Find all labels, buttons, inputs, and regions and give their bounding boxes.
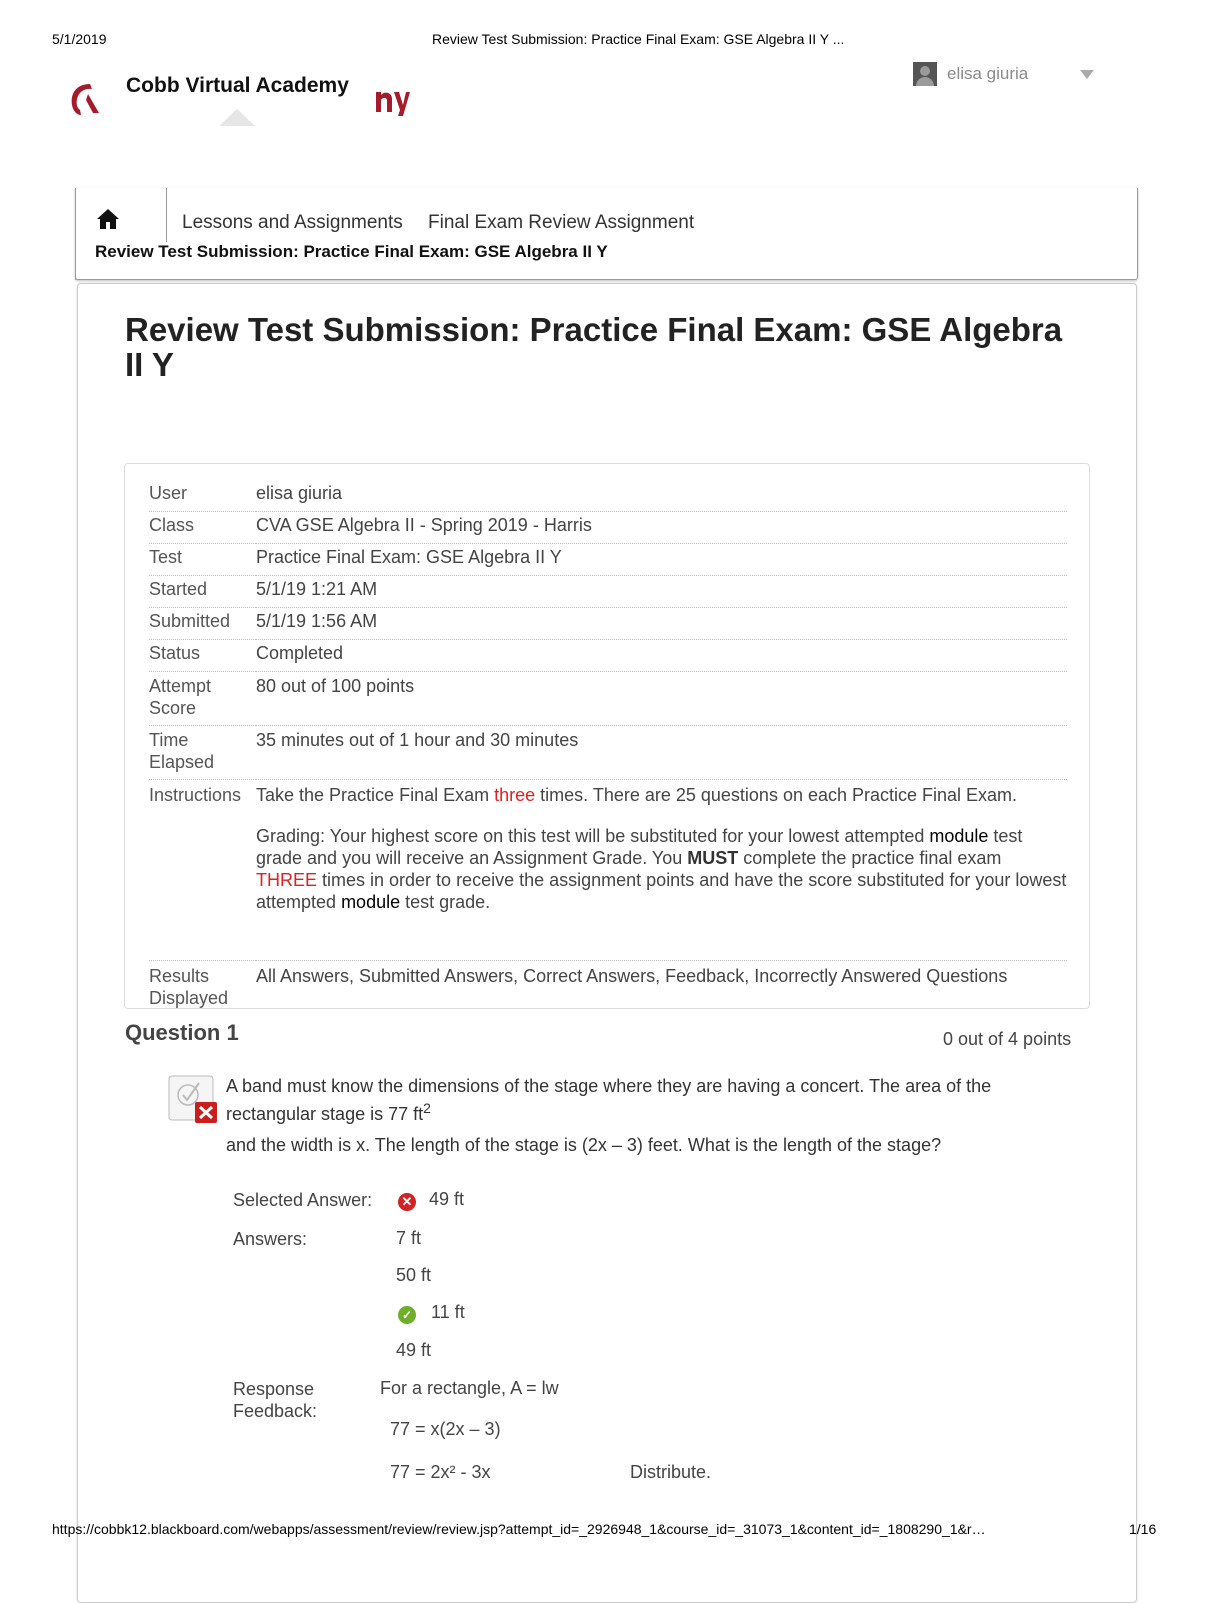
incorrect-icon: ✕	[398, 1193, 416, 1211]
attempt-score-label: Attempt Score	[149, 672, 256, 726]
print-page-number: 1/16	[1129, 1521, 1157, 1537]
print-date: 5/1/2019	[52, 31, 107, 47]
answers-label: Answers:	[233, 1229, 308, 1249]
attempt-score-value: 80 out of 100 points	[256, 672, 1067, 726]
logo-mark-icon	[66, 80, 102, 118]
feedback-line: 77 = x(2x – 3)	[390, 1419, 501, 1439]
test-value: Practice Final Exam: GSE Algebra II Y	[256, 544, 1067, 576]
menu-pointer	[219, 109, 255, 126]
user-label: User	[149, 480, 256, 512]
brand-name[interactable]: Cobb Virtual Academy	[126, 74, 349, 97]
user-name: elisa giuria	[947, 64, 1029, 83]
response-feedback-label: Response Feedback:	[233, 1379, 318, 1421]
started-label: Started	[149, 576, 256, 608]
test-label: Test	[149, 544, 256, 576]
breadcrumb	[75, 188, 1138, 280]
results-displayed-value: All Answers, Submitted Answers, Correct Answers, Feedback, Incorrectly Answered Questions	[256, 966, 1008, 986]
page-title: Review Test Submission: Practice Final Exam: GSE Algebra II Y	[125, 311, 1063, 383]
avatar	[913, 62, 937, 86]
print-title: Review Test Submission: Practice Final Exam: GSE Algebra II Y ...	[432, 31, 845, 47]
selected-answer-value: 49 ft	[429, 1189, 465, 1209]
answer-option: 49 ft	[396, 1340, 432, 1360]
breadcrumb-final-exam-review[interactable]: Final Exam Review Assignment	[428, 212, 695, 233]
answer-option: 7 ft	[396, 1228, 422, 1248]
question-points: 0 out of 4 points	[943, 1029, 1072, 1049]
answer-option-correct: 11 ft	[431, 1302, 465, 1322]
time-elapsed-value: 35 minutes out of 1 hour and 30 minutes	[256, 726, 1067, 780]
selected-answer-label: Selected Answer:	[233, 1190, 373, 1210]
results-displayed-label: Results Displayed	[149, 966, 229, 1008]
answer-option: 50 ft	[396, 1265, 432, 1285]
submission-details	[124, 463, 1090, 1009]
time-elapsed-label: Time Elapsed	[149, 726, 256, 780]
user-value: elisa giuria	[256, 480, 1067, 512]
status-value: Completed	[256, 640, 1067, 672]
breadcrumb-current: Review Test Submission: Practice Final Exam: GSE Algebra II Y	[95, 242, 608, 261]
feedback-note: Distribute.	[630, 1462, 712, 1482]
correct-icon: ✓	[398, 1306, 416, 1324]
logo[interactable]	[66, 80, 102, 123]
breadcrumb-divider	[166, 188, 167, 242]
status-label: Status	[149, 640, 256, 672]
print-url: https://cobbk12.blackboard.com/webapps/assessment/review/review.jsp?attempt_id=_2926948_1&course_id=_31073_1&content_id=_1808290_1&r…	[52, 1521, 986, 1537]
class-value: CVA GSE Algebra II - Spring 2019 - Harris	[256, 512, 1067, 544]
submitted-label: Submitted	[149, 608, 256, 640]
home-icon[interactable]	[96, 208, 120, 235]
user-menu[interactable]	[913, 62, 1028, 86]
feedback-line: For a rectangle, A = lw	[380, 1378, 559, 1398]
breadcrumb-lessons[interactable]: Lessons and Assignments	[182, 212, 403, 233]
question-text-continued: and the width is x. The length of the stage is (2x – 3) feet. What is the length of the stage?	[226, 1135, 942, 1155]
chevron-down-icon[interactable]	[1080, 70, 1094, 79]
submitted-value: 5/1/19 1:56 AM	[256, 608, 1067, 640]
question-title: Question 1	[125, 1020, 239, 1045]
incorrect-question-icon	[168, 1075, 220, 1130]
instructions-label: Instructions	[149, 780, 256, 961]
feedback-line: 77 = 2x² - 3x	[390, 1462, 491, 1482]
class-label: Class	[149, 512, 256, 544]
question-text: A band must know the dimensions of the stage where they are having a concert. The area of the rectangular stage is 77 $ft^2$	[226, 1076, 992, 1124]
logo-fragment	[374, 86, 410, 120]
instructions-paragraph-2: Grading: Your highest score on this test will be substituted for your lowest attempted module test grade and you will receive an Assignment Grade. You MUST complete the practice final exam THREE times in order to receive the assignment points and have the score substituted for your lowest attempted module test grade.	[256, 826, 1067, 912]
started-value: 5/1/19 1:21 AM	[256, 576, 1067, 608]
instructions-paragraph-1: Take the Practice Final Exam three times. There are 25 questions on each Practice Final Exam.	[256, 785, 1018, 805]
breadcrumb-border	[75, 188, 76, 280]
instructions-value	[256, 780, 1067, 961]
